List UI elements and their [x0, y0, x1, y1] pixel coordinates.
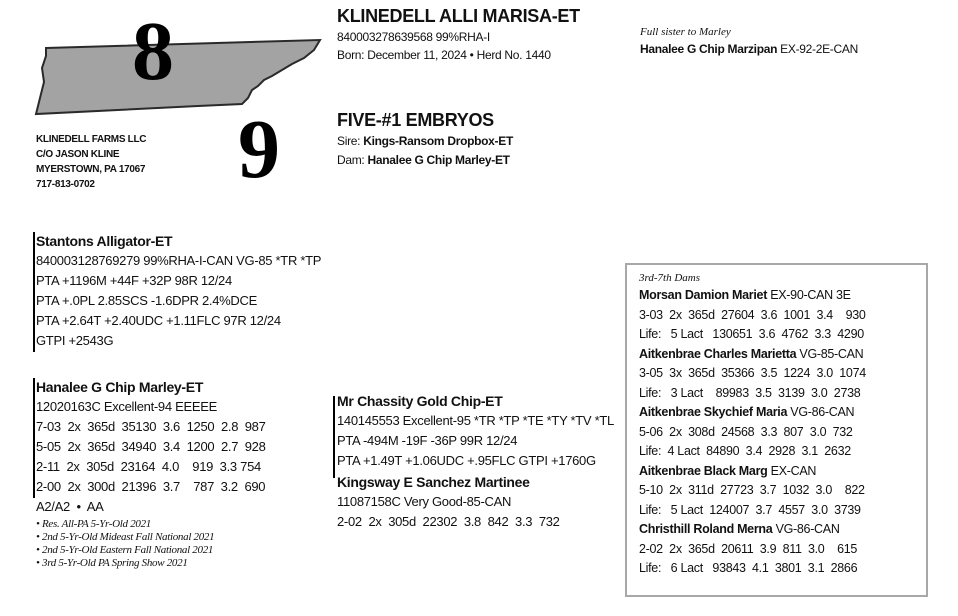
dam-sire-bracket — [333, 396, 335, 478]
sire-line: PTA +2.64T +2.40UDC +1.11FLC 97R 12/24 — [36, 313, 281, 328]
ancestor-dam-lifetime: Life: 5 Lact 130651 3.6 4762 3.3 4290 — [639, 327, 864, 341]
sire-line: PTA +.0PL 2.85SCS -1.6DPR 2.4%DCE — [36, 293, 257, 308]
dams-box-content — [639, 270, 866, 579]
lot8-born: Born: December 11, 2024 • Herd No. 1440 — [337, 48, 551, 62]
dam-sire-line: PTA -494M -19F -36P 99R 12/24 — [337, 433, 518, 448]
ancestor-dam-record: 3-05 3x 365d 35366 3.5 1224 3.0 1074 — [639, 366, 866, 380]
lot-number-9: 9 — [238, 103, 280, 196]
sister-block — [640, 24, 858, 58]
lot8-block — [337, 4, 580, 64]
dam-entry — [639, 403, 866, 462]
dam-line: 2-11 2x 305d 23164 4.0 919 3.3 754 — [36, 459, 261, 474]
ancestor-dam-name: Morsan Damion Mariet — [639, 288, 768, 302]
ancestor-dam-score: VG-86-CAN — [787, 405, 855, 419]
lot8-id: 840003278639568 99%RHA-I — [337, 30, 490, 44]
dam-award: • 3rd 5-Yr-Old PA Spring Show 2021 — [36, 557, 188, 569]
dam-sire-block — [337, 391, 614, 471]
sire-line: PTA +1196M +44F +32P 98R 12/24 — [36, 273, 232, 288]
ancestor-dam-score: EX-90-CAN 3E — [767, 288, 851, 302]
granddam-block — [337, 472, 560, 532]
sire-line: 840003128769279 99%RHA-I-CAN VG-85 *TR *TP — [36, 253, 322, 268]
sister-note: Full sister to Marley — [640, 26, 731, 38]
granddam-line: 2-02 2x 305d 22302 3.8 842 3.3 732 — [337, 514, 560, 529]
consignor-phone: 717-813-0702 — [36, 179, 95, 190]
sire-link-name: Kings-Ransom Dropbox-ET — [363, 134, 513, 148]
dam-entry — [639, 520, 866, 579]
consignor-name: KLINEDELL FARMS LLC — [36, 134, 147, 145]
ancestor-dam-record: 2-02 2x 365d 20611 3.9 811 3.0 615 — [639, 541, 858, 556]
ancestor-dam-score: VG-86-CAN — [772, 522, 840, 536]
dam-block — [36, 377, 266, 570]
dam-line: 2-00 2x 300d 21396 3.7 787 3.2 690 — [36, 479, 266, 494]
sister-score: EX-92-2E-CAN — [777, 42, 858, 56]
ancestor-dam-score: EX-CAN — [767, 463, 817, 478]
dam-sire-name: Mr Chassity Gold Chip-ET — [337, 393, 503, 409]
sire-label: Sire: — [337, 134, 364, 148]
ancestor-dam-lifetime: Life: 3 Lact 89983 3.5 3139 3.0 2738 — [639, 385, 861, 400]
ancestor-dam-name: Aitkenbrae Charles Marietta — [639, 346, 797, 361]
consignor-address: MYERSTOWN, PA 17067 — [36, 164, 146, 175]
sire-name: Stantons Alligator-ET — [36, 233, 173, 249]
dam-bracket — [33, 378, 35, 498]
ancestor-dam-lifetime: Life: 6 Lact 93843 4.1 3801 3.1 2866 — [639, 561, 858, 575]
ancestor-dam-name: Aitkenbrae Black Marg — [639, 463, 768, 478]
dam-entry — [639, 345, 866, 404]
ancestor-dam-lifetime: Life: 5 Lact 124007 3.7 4557 3.0 3739 — [639, 502, 861, 517]
dam-link-name: Hanalee G Chip Marley-ET — [367, 153, 510, 167]
lot-number-8: 8 — [132, 5, 174, 98]
lot8-name: KLINEDELL ALLI MARISA-ET — [337, 6, 580, 26]
consignor-care-of: C/O JASON KLINE — [36, 149, 120, 160]
dam-award: • 2nd 5-Yr-Old Eastern Fall National 2021 — [36, 544, 214, 556]
dam-label: Dam: — [337, 153, 368, 167]
ancestor-dam-name: Christhill Roland Merna — [639, 522, 773, 536]
lot9-title: FIVE-#1 EMBRYOS — [337, 110, 494, 130]
sire-bracket — [33, 232, 35, 352]
dam-name: Hanalee G Chip Marley-ET — [36, 379, 204, 395]
sire-block — [36, 231, 321, 351]
granddam-name: Kingsway E Sanchez Martinee — [337, 474, 530, 490]
dam-award: • Res. All-PA 5-Yr-Old 2021 — [36, 518, 152, 530]
dam-entry — [639, 462, 866, 521]
consignor-block — [36, 132, 146, 192]
dam-sire-line: PTA +1.49T +1.06UDC +.95FLC GTPI +1760G — [337, 453, 596, 468]
ancestor-dam-record: 5-06 2x 308d 24568 3.3 807 3.0 732 — [639, 424, 853, 439]
dam-entry — [639, 286, 866, 345]
dam-line: 12020163C Excellent-94 EEEEE — [36, 399, 217, 414]
ancestor-dam-score: VG-85-CAN — [796, 346, 864, 361]
granddam-line: 11087158C Very Good-85-CAN — [337, 494, 512, 509]
dam-award: • 2nd 5-Yr-Old Mideast Fall National 2021 — [36, 531, 215, 543]
dam-sire-line: 140145553 Excellent-95 *TR *TP *TE *TY *TV *TL — [337, 413, 614, 428]
dam-line: 7-03 2x 365d 35130 3.6 1250 2.8 987 — [36, 419, 266, 434]
tennessee-map-icon — [28, 28, 328, 120]
sister-name: Hanalee G Chip Marzipan — [640, 42, 778, 56]
sire-line: GTPI +2543G — [36, 333, 114, 348]
ancestor-dam-record: 5-10 2x 311d 27723 3.7 1032 3.0 822 — [639, 483, 865, 497]
dam-line: A2/A2 • AA — [36, 499, 104, 514]
ancestor-dam-name: Aitkenbrae Skychief Maria — [639, 405, 788, 419]
ancestor-dam-lifetime: Life: 4 Lact 84890 3.4 2928 3.1 2632 — [639, 444, 851, 458]
lot9-block — [337, 108, 513, 170]
dams-box-heading: 3rd-7th Dams — [639, 272, 701, 284]
ancestor-dam-record: 3-03 2x 365d 27604 3.6 1001 3.4 930 — [639, 307, 866, 322]
dam-line: 5-05 2x 365d 34940 3.4 1200 2.7 928 — [36, 439, 266, 454]
